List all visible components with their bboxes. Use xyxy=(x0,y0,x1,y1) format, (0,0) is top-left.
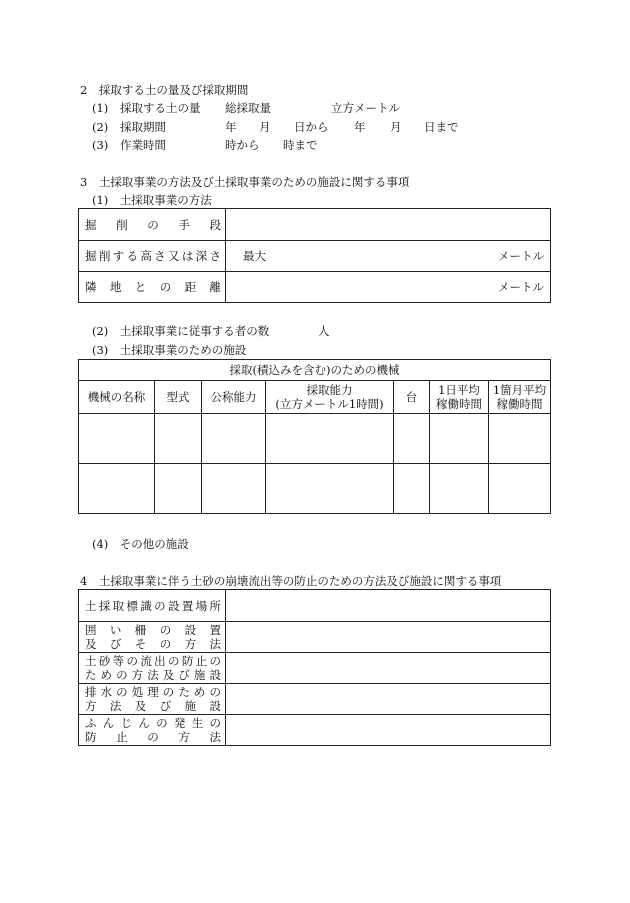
section-4-heading: 4 土採取事業に伴う土砂の崩壊流出等の防止のための方法及び施設に関する事項 xyxy=(80,574,502,588)
s2-total-amount-label: 総採取量 xyxy=(225,101,271,115)
cell-input[interactable] xyxy=(430,414,489,464)
adjacent-distance-label: 隣地との距離 xyxy=(79,272,226,303)
excavation-height-label: 掘削する高さ又は深さ xyxy=(79,241,226,272)
s2-hours-until: 時まで xyxy=(283,138,318,152)
fence-label: 囲い柵の設置 及びその方法 xyxy=(79,622,226,653)
cell-input[interactable] xyxy=(266,464,394,514)
col-monthly-hours: 1箇月平均 稼働時間 xyxy=(489,381,551,414)
col-model-type: 型式 xyxy=(155,381,202,414)
adjacent-distance-value[interactable] xyxy=(226,272,551,303)
s2-cubic-meter-unit: 立方メートル xyxy=(331,101,400,115)
excavation-means-value[interactable] xyxy=(226,209,551,241)
dust-prevention-value[interactable] xyxy=(226,715,551,746)
col-rated-capacity: 公称能力 xyxy=(202,381,266,414)
cell-input[interactable] xyxy=(394,414,430,464)
cell-input[interactable] xyxy=(202,464,266,514)
sediment-outflow-value[interactable] xyxy=(226,653,551,684)
excavation-means-label: 掘削の手段 xyxy=(79,209,226,241)
sign-location-value[interactable] xyxy=(226,590,551,622)
s3-sub2-heading: (2) 土採取事業に従事する者の数 xyxy=(92,324,270,338)
cell-input[interactable] xyxy=(155,464,202,514)
prevention-table xyxy=(78,589,551,746)
s3-sub1-heading: (1) 土採取事業の方法 xyxy=(92,193,212,207)
s2-item2-label: 採取期間 xyxy=(120,120,166,134)
col-unit-count: 台 xyxy=(394,381,430,414)
s2-period-year-1: 年 xyxy=(225,120,237,134)
s2-item3-num: (3) xyxy=(92,138,109,152)
drainage-label: 排水の処理のための 方法及び施設 xyxy=(79,684,226,715)
s2-hours-from: 時から xyxy=(225,138,260,152)
drainage-value[interactable] xyxy=(226,684,551,715)
s2-period-month-2: 月 xyxy=(390,120,402,134)
s2-period-until: 日まで xyxy=(424,120,459,134)
s2-period-year-2: 年 xyxy=(354,120,366,134)
sign-location-label: 土採取標識の設置場所 xyxy=(79,590,226,622)
cell-input[interactable] xyxy=(489,464,551,514)
cell-input[interactable] xyxy=(155,414,202,464)
max-label: 最大 xyxy=(243,249,266,263)
cell-input[interactable] xyxy=(79,464,155,514)
excavation-method-table xyxy=(78,208,551,303)
col-extraction-capacity: 採取能力 (立方メートル1時間) xyxy=(266,381,394,414)
s2-item3-label: 作業時間 xyxy=(120,138,166,152)
meter-unit: メートル xyxy=(498,280,544,294)
s2-period-from: 日から xyxy=(294,120,329,134)
s3-sub4-heading: (4) その他の施設 xyxy=(92,537,189,551)
s2-item1-label: 採取する土の量 xyxy=(120,101,201,115)
cell-input[interactable] xyxy=(394,464,430,514)
section-3-heading: 3 土採取事業の方法及び土採取事業のための施設に関する事項 xyxy=(80,175,410,189)
s3-sub3-heading: (3) 土採取事業のための施設 xyxy=(92,343,247,357)
table-row xyxy=(79,414,551,464)
s2-item1-num: (1) xyxy=(92,101,109,115)
dust-prevention-label: ふんじんの発生の 防止の方法 xyxy=(79,715,226,746)
section-2-heading: 2 採取する土の量及び採取期間 xyxy=(80,83,249,97)
col-machine-name: 機械の名称 xyxy=(79,381,155,414)
cell-input[interactable] xyxy=(489,414,551,464)
cell-input[interactable] xyxy=(266,414,394,464)
cell-input[interactable] xyxy=(202,414,266,464)
s2-item2-num: (2) xyxy=(92,120,109,134)
fence-value[interactable] xyxy=(226,622,551,653)
sediment-outflow-label: 土砂等の流出の防止の ための方法及び施設 xyxy=(79,653,226,684)
col-daily-hours: 1日平均 稼働時間 xyxy=(430,381,489,414)
excavation-height-value[interactable] xyxy=(226,241,551,272)
machinery-table xyxy=(78,359,551,514)
meter-unit: メートル xyxy=(498,249,544,263)
machinery-table-title: 採取(積込みを含む)のための機械 xyxy=(79,360,551,381)
s2-period-month-1: 月 xyxy=(259,120,271,134)
persons-unit: 人 xyxy=(318,324,330,338)
cell-input[interactable] xyxy=(79,414,155,464)
table-row xyxy=(79,464,551,514)
cell-input[interactable] xyxy=(430,464,489,514)
